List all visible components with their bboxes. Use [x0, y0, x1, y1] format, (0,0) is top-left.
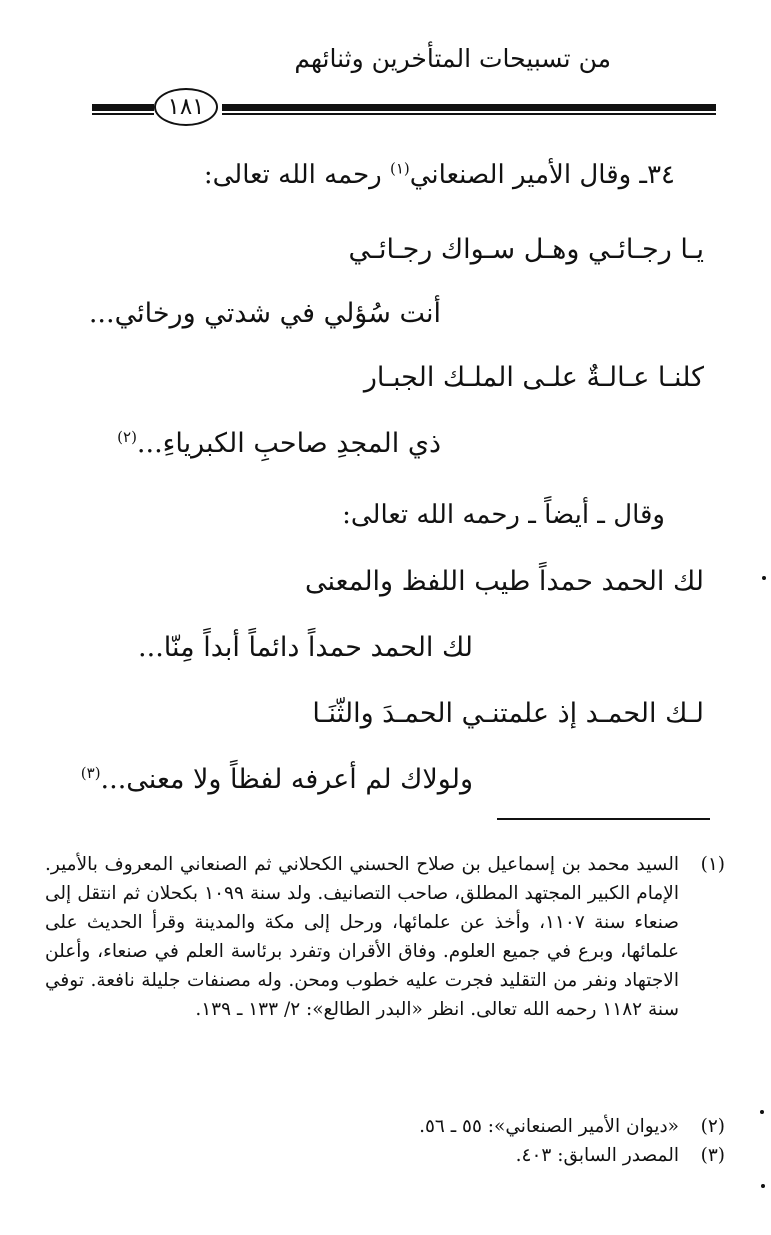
footnote-number: (١) — [700, 854, 725, 875]
poem1-line-1: يـا رجـائـي وهـل سـواك رجـائـي — [348, 234, 704, 265]
header-rule-left — [92, 104, 154, 111]
item-intro-text: ٣٤ـ وقال الأمير الصنعاني — [409, 160, 675, 190]
running-head: من تسبيحات المتأخرين وثنائهم — [294, 44, 611, 73]
poem2-line-4 — [81, 764, 473, 795]
poem2-line-4-text: ولولاك لم أعرفه لفظاً ولا معنى... — [100, 764, 473, 795]
poem2-line-2: لك الحمد حمداً دائماً أبداً مِنّا... — [138, 632, 473, 663]
footnote-separator — [497, 818, 710, 820]
footnote-ref-1: (١) — [389, 159, 410, 178]
header-rule-right — [222, 104, 716, 111]
footnote-ref-2: (٢) — [117, 428, 137, 446]
footnote-ref-3: (٣) — [80, 764, 101, 782]
footnote-number: (٢) — [700, 1116, 725, 1137]
intro-2: وقال ـ أيضاً ـ رحمه الله تعالى: — [342, 500, 665, 530]
poem1-line-3: كلنـا عـالـةٌ علـى الملـك الجبـار — [363, 362, 704, 393]
poem1-line-2: أنت سُؤلي في شدتي ورخائي... — [88, 298, 441, 329]
footnote-3 — [45, 1141, 725, 1170]
scan-speck — [760, 1110, 764, 1114]
scan-speck — [761, 1184, 765, 1188]
footnote-text: السيد محمد بن إسماعيل بن صلاح الحسني الكحلاني ثم الصنعاني المعروف بالأمير. الإمام الكبير المجتهد المطلق، صاحب التصانيف. ولد سنة ١٠٩٩ بكحلان ثم انتقل إلى صنعاء سنة ١١٠٧، وأخذ عن علمائها، ورحل إلى مكة والمدينة وقرأ الحديث على علمائها، وبرع في جميع العلوم. وفاق الأقران وتفرد برئاسة العلم في صنعاء، وأعلن الاجتهاد ونفر من التقليد فجرت عليه خطوب ومحن. وله مصنفات جليلة نافعة. توفي سنة ١١٨٢ رحمه الله تعالى. انظر «البدر الطالع»: ٢/ ١٣٣ ـ ١٣٩. — [45, 854, 679, 1020]
footnote-text: «ديوان الأمير الصنعاني»: ٥٥ ـ ٥٦. — [419, 1116, 679, 1137]
footnote-2 — [45, 1112, 725, 1141]
poem1-line-4-text: ذي المجدِ صاحبِ الكبرياءِ... — [136, 428, 441, 459]
item-intro — [204, 160, 675, 190]
poem2-line-1: لك الحمد حمداً طيب اللفظ والمعنى — [305, 566, 704, 597]
scan-speck — [762, 576, 766, 580]
footnote-1 — [45, 850, 725, 1024]
poem2-line-3: لـك الحمـد إذ علمتنـي الحمـدَ والثّنَـا — [312, 698, 704, 729]
poem1-line-4 — [117, 428, 441, 459]
page-number: ١٨١ — [154, 88, 218, 126]
item-intro-tail: رحمه الله تعالى: — [203, 160, 390, 190]
footnote-number: (٣) — [700, 1145, 725, 1166]
footnote-text: المصدر السابق: ٤٠٣. — [515, 1145, 679, 1166]
